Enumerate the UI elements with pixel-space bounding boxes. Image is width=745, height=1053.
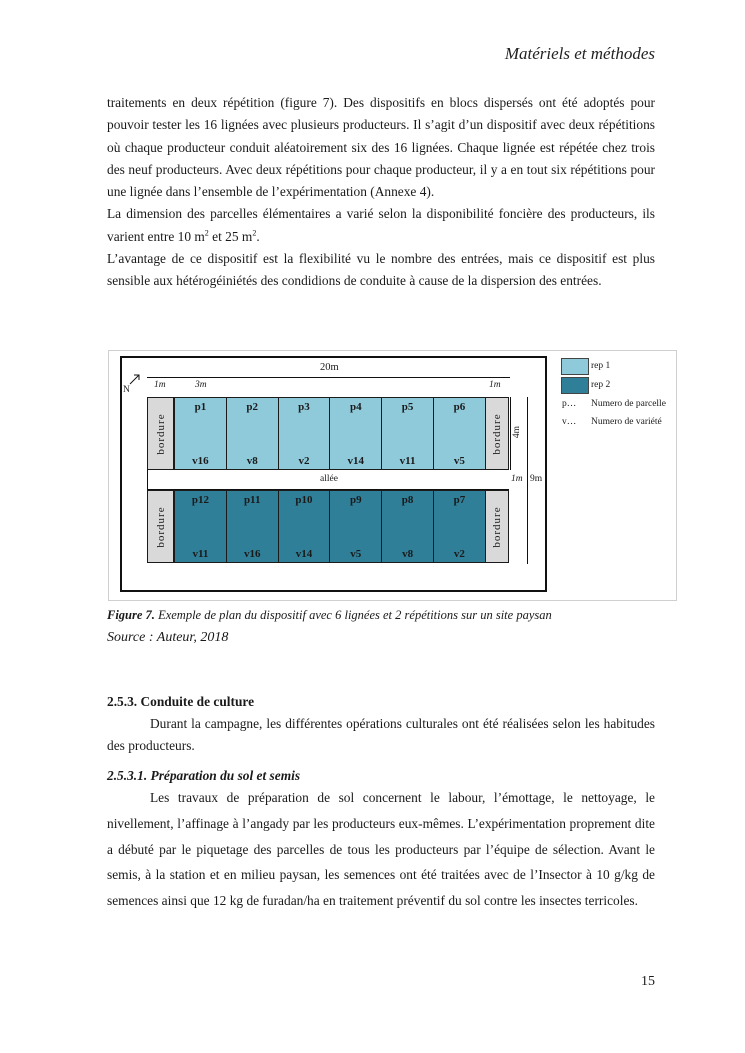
- width-label: 20m: [320, 362, 339, 373]
- legend-rep1: rep 1: [591, 361, 611, 371]
- plot-rep1-1: [174, 397, 227, 470]
- plot-number: p12: [191, 494, 209, 506]
- section-2-5-3-1-title: 2.5.3.1. Préparation du sol et semis: [107, 768, 301, 783]
- dim-9m: 9m: [530, 474, 543, 484]
- variety-number: v14: [295, 548, 313, 560]
- north-label: N: [123, 385, 130, 395]
- plot-rep1-6: [433, 397, 486, 470]
- variety-number: v11: [399, 455, 416, 467]
- legend-swatch-rep1: [561, 358, 589, 375]
- plot-rep2-2: [226, 490, 279, 563]
- north-arrow-icon: [128, 372, 142, 391]
- variety-number: v5: [350, 548, 362, 560]
- variety-number: v5: [453, 455, 465, 467]
- plot-rep1-4: [329, 397, 382, 470]
- plot-number: p7: [453, 494, 466, 506]
- plot-number: p9: [349, 494, 362, 506]
- plot-rep2-1: [174, 490, 227, 563]
- plot-number: p3: [298, 401, 310, 413]
- width-dimension-line: [147, 377, 510, 378]
- border-left-rep2: bordure: [147, 490, 174, 563]
- dim-1m-alley: 1m: [511, 474, 523, 484]
- paragraph-2: La dimension des parcelles élémentaires a varié selon la disponibilité foncière des producteurs, ils varient entre 10 $m^2$ et 25 $m^2$.: [107, 206, 655, 244]
- section-2-5-3-1-text: Les travaux de préparation de sol concernent le labour, l’émottage, le nettoyage, le nivellement, l’affinage à l’angady par les producteurs eux-mêmes. L’expérimentation proprement dite a débuté par le piquetage des parcelles de tous les producteurs par l’équipe de sélection. Avant le semis, à la station et en milieu paysan, les semences ont été traitées avec de l’Insector à 10 g/kg de semences ainsi que 12 kg de furadan/ha en traitement préventif du sol contre les insectes terricoles.: [107, 790, 655, 909]
- alley-label: allée: [320, 474, 338, 484]
- legend-p-desc: Numero de parcelle: [591, 399, 666, 409]
- plot-number: p8: [401, 494, 414, 506]
- dim-9m-line: [527, 397, 528, 564]
- variety-number: v16: [192, 455, 209, 467]
- plot-number: p4: [349, 401, 362, 413]
- legend-rep2: rep 2: [591, 380, 611, 390]
- plot-number: p2: [246, 401, 258, 413]
- plot-rep2-5: [381, 490, 434, 563]
- paragraph-3: L’avantage de ce dispositif est la flexibilité vu le nombre des entrées, mais ce dispositif est plus sensible aux hétérogéiniétés des condidions de conduite à cause de la dispersion des entrées.: [107, 251, 655, 289]
- variety-number: v8: [246, 455, 258, 467]
- plot-number: p11: [243, 494, 261, 506]
- plot-rep1-3: [278, 397, 331, 470]
- border-left-rep1: bordure: [147, 397, 174, 470]
- running-title: Matériels et méthodes: [504, 44, 655, 63]
- plot-number: p1: [194, 401, 207, 413]
- plot-number: p6: [453, 401, 466, 413]
- variety-number: v2: [298, 455, 310, 467]
- variety-number: v16: [243, 548, 261, 560]
- paragraph-1: traitements en deux répétition (figure 7). Des dispositifs en blocs dispersés ont été adoptés pour pouvoir tester les 16 lignées avec plusieurs producteurs. Il s’agit d’un dispositif avec deux répétitions où chaque producteur conduit aléatoirement six des 16 lignées. Chaque lignée est répétée chez trois des neuf producteurs. Avec deux répétitions pour chaque producteur, il y a en tout six répétitions pour une lignée dans l’ensemble de l’expérimentation (Annexe 4).: [107, 95, 655, 200]
- figure-caption: Figure 7. Exemple de plan du dispositif avec 6 lignées et 2 répétitions sur un site paysan: [107, 608, 552, 622]
- legend-v-key: v…: [562, 417, 577, 427]
- dim-1m-right: 1m: [489, 380, 501, 390]
- legend-p-key: p…: [562, 399, 577, 409]
- dim-1m-left: 1m: [154, 380, 166, 390]
- plot-rep1-5: [381, 397, 434, 470]
- page-number: 15: [641, 974, 655, 989]
- figure-source: Source : Auteur, 2018: [107, 630, 229, 645]
- variety-number: v11: [192, 548, 209, 560]
- border-right-rep1: bordure: [485, 397, 509, 470]
- dim-4m: 4m: [512, 425, 522, 439]
- variety-number: v8: [402, 548, 414, 560]
- legend-swatch-rep2: [561, 377, 589, 394]
- section-2-5-3-title: 2.5.3. Conduite de culture: [107, 694, 255, 709]
- variety-number: v2: [453, 548, 465, 560]
- dim-4m-line: [510, 397, 511, 470]
- border-right-rep2: bordure: [485, 490, 509, 563]
- section-2-5-3-text: Durant la campagne, les différentes opérations culturales ont été réalisées selon les habitudes des producteurs.: [107, 716, 655, 754]
- plot-rep2-4: [329, 490, 382, 563]
- plot-rep2-3: [278, 490, 331, 563]
- plot-rep2-6: [433, 490, 486, 563]
- legend-v-desc: Numero de variété: [591, 417, 662, 427]
- dim-3m: 3m: [195, 380, 207, 390]
- plot-rep1-2: [226, 397, 279, 470]
- variety-number: v14: [347, 455, 365, 467]
- plot-number: p10: [295, 494, 313, 506]
- plot-number: p5: [401, 401, 414, 413]
- intro-text: [107, 92, 655, 293]
